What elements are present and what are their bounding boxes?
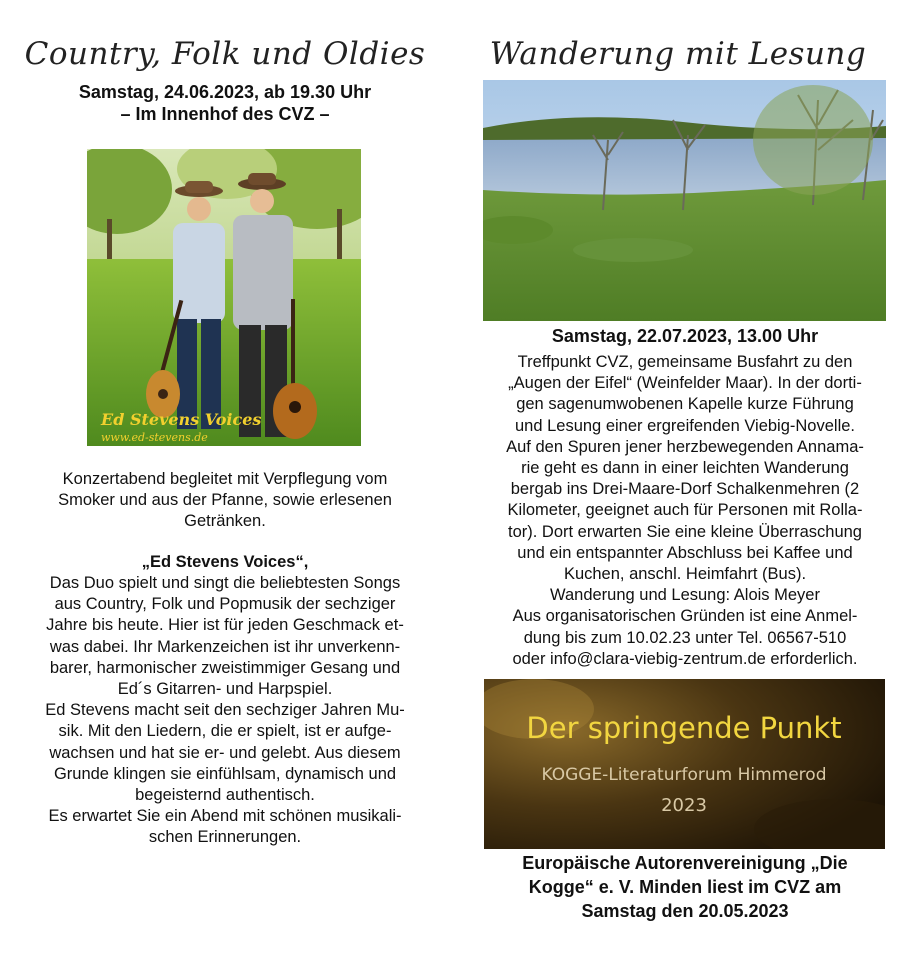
hike-line: Kilometer, geeignet auch für Personen mit Rolla- (507, 501, 863, 520)
footer-line: Kogge“ e. V. Minden liest im CVZ am (528, 877, 842, 897)
banner-year: 2023 (661, 795, 707, 816)
banner-title: Der springende Punkt (526, 711, 842, 745)
desc-line: schen Erinnerungen. (148, 828, 302, 847)
hike-line: bergab ins Drei-Maare-Dorf Schalkenmehren (2 (510, 480, 860, 499)
desc-line: was dabei. Ihr Markenzeichen ist ihr unverkenn- (49, 637, 401, 656)
desc-line: Ed Stevens macht seit den sechziger Jahren Mu- (45, 701, 405, 720)
concert-venue: – Im Innenhof des CVZ – (120, 104, 330, 124)
desc-line: Grunde klingen sie einfühlsam, dynamisch und (53, 764, 397, 783)
hike-line: dung bis zum 10.02.23 unter Tel. 06567-510 (523, 628, 847, 647)
hike-line: Wanderung und Lesung: Alois Meyer (550, 586, 820, 605)
concert-description (0, 573, 450, 849)
desc-line: sik. Mit den Liedern, die er spielt, ist er aufge- (58, 722, 392, 741)
kogge-footer (452, 851, 904, 923)
hike-line: tor). Dort erwarten Sie eine kleine Überraschung (507, 522, 862, 541)
hike-line: rie geht es dann in einer leichten Wanderung (521, 459, 849, 478)
hike-line: und ein entspannter Abschluss bei Kaffee und (517, 543, 853, 562)
desc-line: aus Country, Folk und Popmusik der sechziger (54, 595, 396, 614)
hike-line: und Lesung einer ergreifenden Viebig-Novelle. (514, 416, 855, 435)
lake-photo (483, 80, 886, 321)
kogge-banner (484, 679, 885, 849)
hike-title: Wanderung mit Lesung (489, 36, 867, 72)
banner-subtitle: KOGGE-Literaturforum Himmerod (541, 765, 827, 785)
desc-line: begeisternd authentisch. (135, 786, 315, 805)
hike-line: gen sagenumwobenen Kapelle kurze Führung (516, 395, 854, 414)
photo-caption: Ed Stevens Voices (101, 410, 262, 429)
hike-line: oder info@clara-viebig-zentrum.de erforderlich. (512, 649, 858, 668)
hike-line: Kuchen, anschl. Heimfahrt (Bus). (563, 565, 807, 584)
intro-line: Konzertabend begleitet mit Verpflegung vom (62, 470, 388, 488)
footer-line: Samstag den 20.05.2023 (581, 901, 789, 921)
hike-line: Aus organisatorischen Gründen ist eine Anmel- (512, 607, 858, 626)
desc-line: Das Duo spielt und singt die beliebtesten Songs (49, 574, 401, 592)
desc-line: barer, harmonischer zweistimmiger Gesang und (49, 658, 401, 677)
hike-line: Treffpunkt CVZ, gemeinsame Busfahrt zu den (517, 353, 853, 371)
band-name: „Ed Stevens Voices“, (141, 553, 309, 571)
photo-website: www.ed-stevens.de (101, 431, 208, 444)
band-photo (87, 149, 361, 446)
desc-line: Jahre bis heute. Hier ist für jeden Geschmack et- (46, 616, 404, 635)
hike-line: Auf den Spuren jener herzbewegenden Annama- (506, 437, 864, 456)
desc-line: wachsen und hat sie er- und gelebt. Aus diesem (49, 743, 401, 762)
concert-intro (0, 469, 450, 533)
desc-line: Es erwartet Sie ein Abend mit schönen musikali- (48, 807, 402, 826)
intro-line: Smoker und aus der Pfanne, sowie erlesenen (58, 491, 392, 510)
desc-line: Ed´s Gitarren- und Harpspiel. (117, 680, 333, 699)
hike-description (452, 352, 904, 670)
hike-line: „Augen der Eifel“ (Weinfelder Maar). In der dorti- (508, 374, 862, 393)
intro-line: Getränken. (184, 512, 266, 531)
concert-date: Samstag, 24.06.2023, ab 19.30 Uhr (78, 82, 372, 102)
footer-line: Europäische Autorenvereinigung „Die (522, 853, 848, 873)
concert-title: Country, Folk und Oldies (24, 36, 426, 72)
hike-date: Samstag, 22.07.2023, 13.00 Uhr (551, 326, 819, 346)
